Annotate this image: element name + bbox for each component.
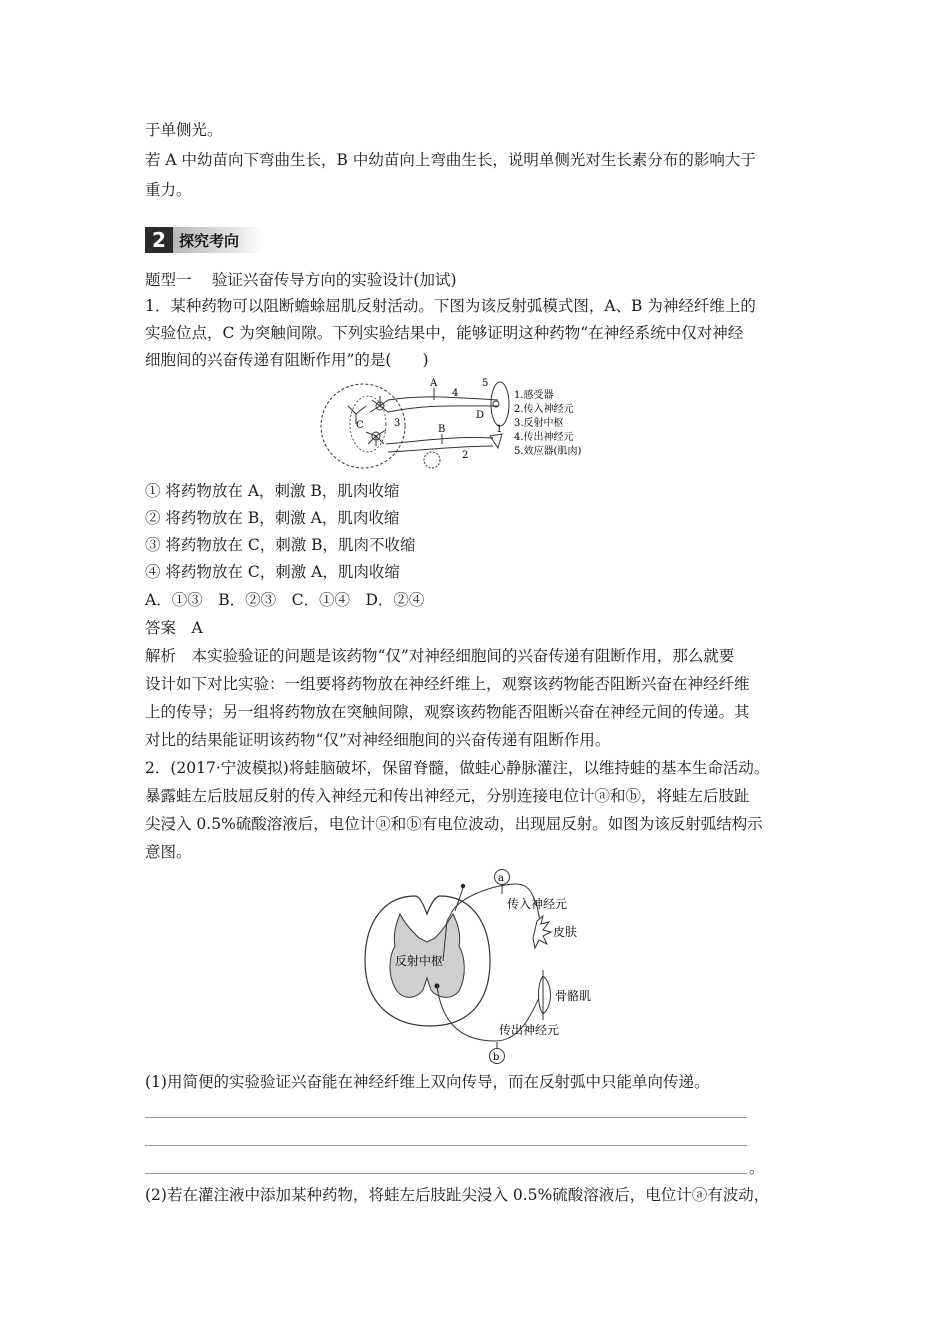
answer-blank-1[interactable] bbox=[145, 1117, 747, 1118]
skin-receptor bbox=[533, 916, 551, 948]
legend-1: 1.感受器 bbox=[514, 390, 554, 401]
label-4: 4 bbox=[452, 388, 459, 399]
q2-line-2: 暴露蛙左后肢屈反射的传入神经元和传出神经元，分别连接电位计ⓐ和ⓑ，将蛙左后肢趾 bbox=[145, 787, 750, 805]
q2-line-1: 2．(2017·宁波模拟)将蛙脑破坏，保留脊髓，做蛙心静脉灌注，以维持蛙的基本生命活动。 bbox=[145, 759, 770, 777]
label-A: A bbox=[430, 378, 438, 389]
label-3: 3 bbox=[394, 418, 401, 429]
legend-3: 3.反射中枢 bbox=[514, 418, 564, 429]
label-1: 1 bbox=[496, 424, 503, 435]
blank-end-mark: 。 bbox=[749, 1159, 765, 1177]
label-C: C bbox=[356, 420, 364, 431]
label-2: 2 bbox=[462, 450, 469, 461]
q1-analysis-3: 上的传导；另一组将药物放在突触间隙，观察该药物能否阻断兴奋在神经元间的传递。其 bbox=[145, 703, 750, 721]
q1-line-1: 1．某种药物可以阻断蟾蜍屈肌反射活动。下图为该反射弧模式图，A、B 为神经纤维上的 bbox=[145, 297, 756, 315]
afferent-label: 传入神经元 bbox=[507, 897, 568, 911]
legend-5: 5.效应器(肌肉) bbox=[514, 446, 582, 457]
section-header bbox=[145, 227, 263, 253]
q1-option-1: ① 将药物放在 A，刺激 B，肌肉收缩 bbox=[145, 482, 400, 500]
afferent-fiber-lower bbox=[388, 446, 493, 452]
q1-option-3: ③ 将药物放在 C，刺激 B，肌肉不收缩 bbox=[145, 536, 416, 554]
q2-line-3: 尖浸入 0.5%硫酸溶液后，电位计ⓐ和ⓑ有电位波动，出现屈反射。如图为该反射弧结构示 bbox=[145, 815, 763, 833]
q1-choices: A．①③ B．②③ C．①④ D．②④ bbox=[145, 591, 425, 609]
legend-4: 4.传出神经元 bbox=[514, 432, 574, 443]
muscle-label: 骨骼肌 bbox=[555, 989, 592, 1003]
intro-line-3: 重力。 bbox=[145, 181, 192, 199]
effector-muscle bbox=[491, 382, 509, 426]
section-bar bbox=[173, 227, 263, 253]
intro-line-2: 若 A 中幼苗向下弯曲生长，B 中幼苗向上弯曲生长，说明单侧光对生长素分布的影响大于 bbox=[145, 151, 756, 169]
section-title: 探究考向 bbox=[179, 231, 240, 250]
q1-line-2: 实验位点，C 为突触间隙。下列实验结果中，能够证明这种药物“在神经系统中仅对神经 bbox=[145, 324, 744, 342]
label-5: 5 bbox=[482, 378, 489, 389]
efferent-label: 传出神经元 bbox=[499, 1023, 560, 1037]
q1-answer: 答案 A bbox=[145, 619, 203, 637]
center-label: 反射中枢 bbox=[395, 954, 444, 968]
answer-blank-3[interactable] bbox=[145, 1173, 747, 1174]
q2-line-4: 意图。 bbox=[145, 843, 192, 861]
q1-option-4: ④ 将药物放在 C，刺激 A，肌肉收缩 bbox=[145, 563, 400, 581]
q1-line-3: 细胞间的兴奋传递有阻断作用”的是( ) bbox=[145, 351, 429, 369]
section-number: 2 bbox=[145, 227, 173, 253]
label-B: B bbox=[438, 424, 446, 435]
q1-analysis-4: 对比的结果能证明该药物“仅”对神经细胞间的兴奋传递有阻断作用。 bbox=[145, 731, 611, 749]
q2-sub-2: (2)若在灌注液中添加某种药物，将蛙左后肢趾尖浸入 0.5%硫酸溶液后，电位计ⓐ有波动， bbox=[145, 1186, 770, 1204]
meter-b-label: b bbox=[493, 1052, 500, 1063]
reflex-arc-diagram bbox=[318, 374, 618, 474]
efferent-fiber-upper bbox=[388, 397, 498, 400]
intro-line-1: 于单侧光。 bbox=[145, 121, 223, 139]
q2-sub-1: (1)用简便的实验验证兴奋能在神经纤维上双向传导，而在反射弧中只能单向传递。 bbox=[145, 1073, 710, 1091]
answer-blank-2[interactable] bbox=[145, 1145, 747, 1146]
q1-analysis-2: 设计如下对比实验：一组要将药物放在神经纤维上，观察该药物能否阻断兴奋在神经纤维 bbox=[145, 675, 750, 693]
skin-label: 皮肤 bbox=[553, 925, 578, 939]
label-D: D bbox=[476, 410, 485, 421]
meter-a-label: a bbox=[498, 873, 504, 884]
ganglion bbox=[424, 452, 440, 468]
q1-analysis-1: 解析 本实验验证的问题是该药物“仅”对神经细胞间的兴奋传递有阻断作用，那么就要 bbox=[145, 647, 735, 665]
type-heading: 题型一 验证兴奋传导方向的实验设计(加试) bbox=[145, 271, 457, 289]
q1-option-2: ② 将药物放在 B，刺激 A，肌肉收缩 bbox=[145, 509, 400, 527]
spinal-reflex-diagram bbox=[355, 866, 605, 1066]
skeletal-muscle bbox=[539, 976, 551, 1014]
legend-2: 2.传入神经元 bbox=[514, 404, 574, 415]
